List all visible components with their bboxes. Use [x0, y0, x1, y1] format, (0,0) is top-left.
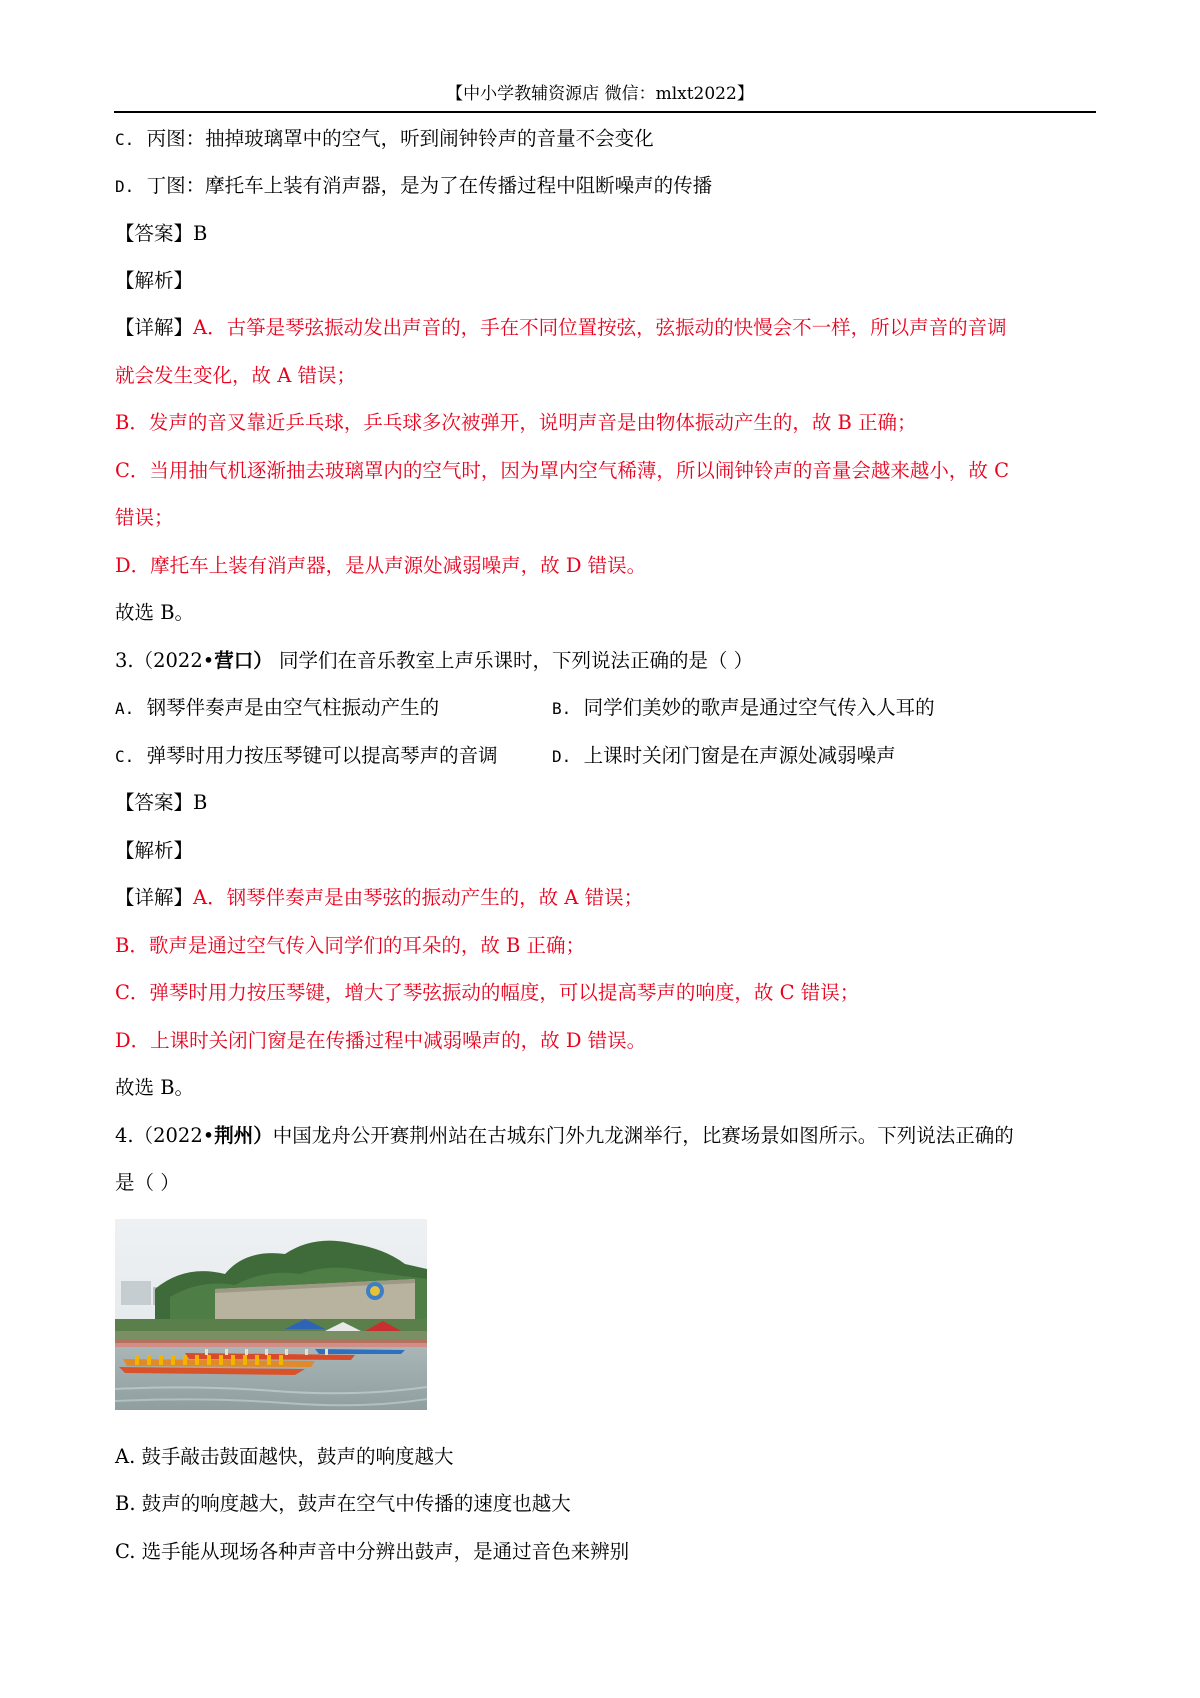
question-4-stem-cont: 是（ ）: [115, 1171, 180, 1194]
detail-line: B．发声的音叉靠近乒乓球，乒乓球多次被弹开，说明声音是由物体振动产生的，故 B 正确；: [115, 411, 917, 434]
analysis-heading: 【解析】: [115, 839, 194, 862]
option-c-line: C. 丙图：抽掉玻璃罩中的空气，听到闹钟铃声的音量不会变化: [115, 127, 654, 150]
option-b: B. 同学们美妙的歌声是通过空气传入人耳的: [552, 696, 935, 719]
analysis-heading: 【解析】: [115, 269, 194, 292]
dragon-boat-photo-image: [115, 1219, 427, 1410]
detail-line: 错误；: [115, 506, 174, 529]
conclusion-line: 故选 B。: [115, 601, 195, 624]
option-c: C. 选手能从现场各种声音中分辨出鼓声，是通过音色来辨别: [115, 1540, 630, 1563]
answer-line: 【答案】B: [115, 222, 208, 245]
question-4-stem: 4.（2022•荆州）中国龙舟公开赛荆州站在古城东门外九龙渊举行，比赛场景如图所示。下列说法正确的: [115, 1124, 1014, 1147]
option-a: A. 钢琴伴奏声是由空气柱振动产生的: [115, 696, 440, 719]
detail-line: D．上课时关闭门窗是在传播过程中减弱噪声的，故 D 错误。: [115, 1029, 647, 1052]
option-d-line: D. 丁图：摩托车上装有消声器，是为了在传播过程中阻断噪声的传播: [115, 174, 713, 197]
option-b: B. 鼓声的响度越大，鼓声在空气中传播的速度也越大: [115, 1492, 571, 1515]
detail-line: D．摩托车上装有消声器，是从声源处减弱噪声，故 D 错误。: [115, 554, 647, 577]
header-divider: [114, 111, 1096, 113]
page-header: 【中小学教辅资源店 微信：mlxt2022】: [446, 84, 754, 104]
option-c: C. 弹琴时用力按压琴键可以提高琴声的音调: [115, 744, 498, 767]
question-3-stem: 3.（2022•营口） 同学们在音乐教室上声乐课时，下列说法正确的是（ ）: [115, 649, 754, 672]
answer-line: 【答案】B: [115, 791, 208, 814]
detail-line: C．弹琴时用力按压琴键，增大了琴弦振动的幅度，可以提高琴声的响度，故 C 错误；: [115, 981, 860, 1004]
option-d: D. 上课时关闭门窗是在声源处减弱噪声: [552, 744, 896, 767]
detail-line: 【详解】A．钢琴伴奏声是由琴弦的振动产生的，故 A 错误；: [115, 886, 644, 909]
conclusion-line: 故选 B。: [115, 1076, 195, 1099]
detail-line: C．当用抽气机逐渐抽去玻璃罩内的空气时，因为罩内空气稀薄，所以闹钟铃声的音量会越来越小，故 C: [115, 459, 1010, 482]
detail-line: B．歌声是通过空气传入同学们的耳朵的，故 B 正确；: [115, 934, 586, 957]
dragon-boat-photo: [115, 1219, 427, 1410]
option-a: A. 鼓手敲击鼓面越快，鼓声的响度越大: [115, 1445, 454, 1468]
detail-line: 【详解】A．古筝是琴弦振动发出声音的，手在不同位置按弦，弦振动的快慢会不一样，所以声音的音调: [115, 316, 1007, 339]
detail-line: 就会发生变化，故 A 错误；: [115, 364, 356, 387]
